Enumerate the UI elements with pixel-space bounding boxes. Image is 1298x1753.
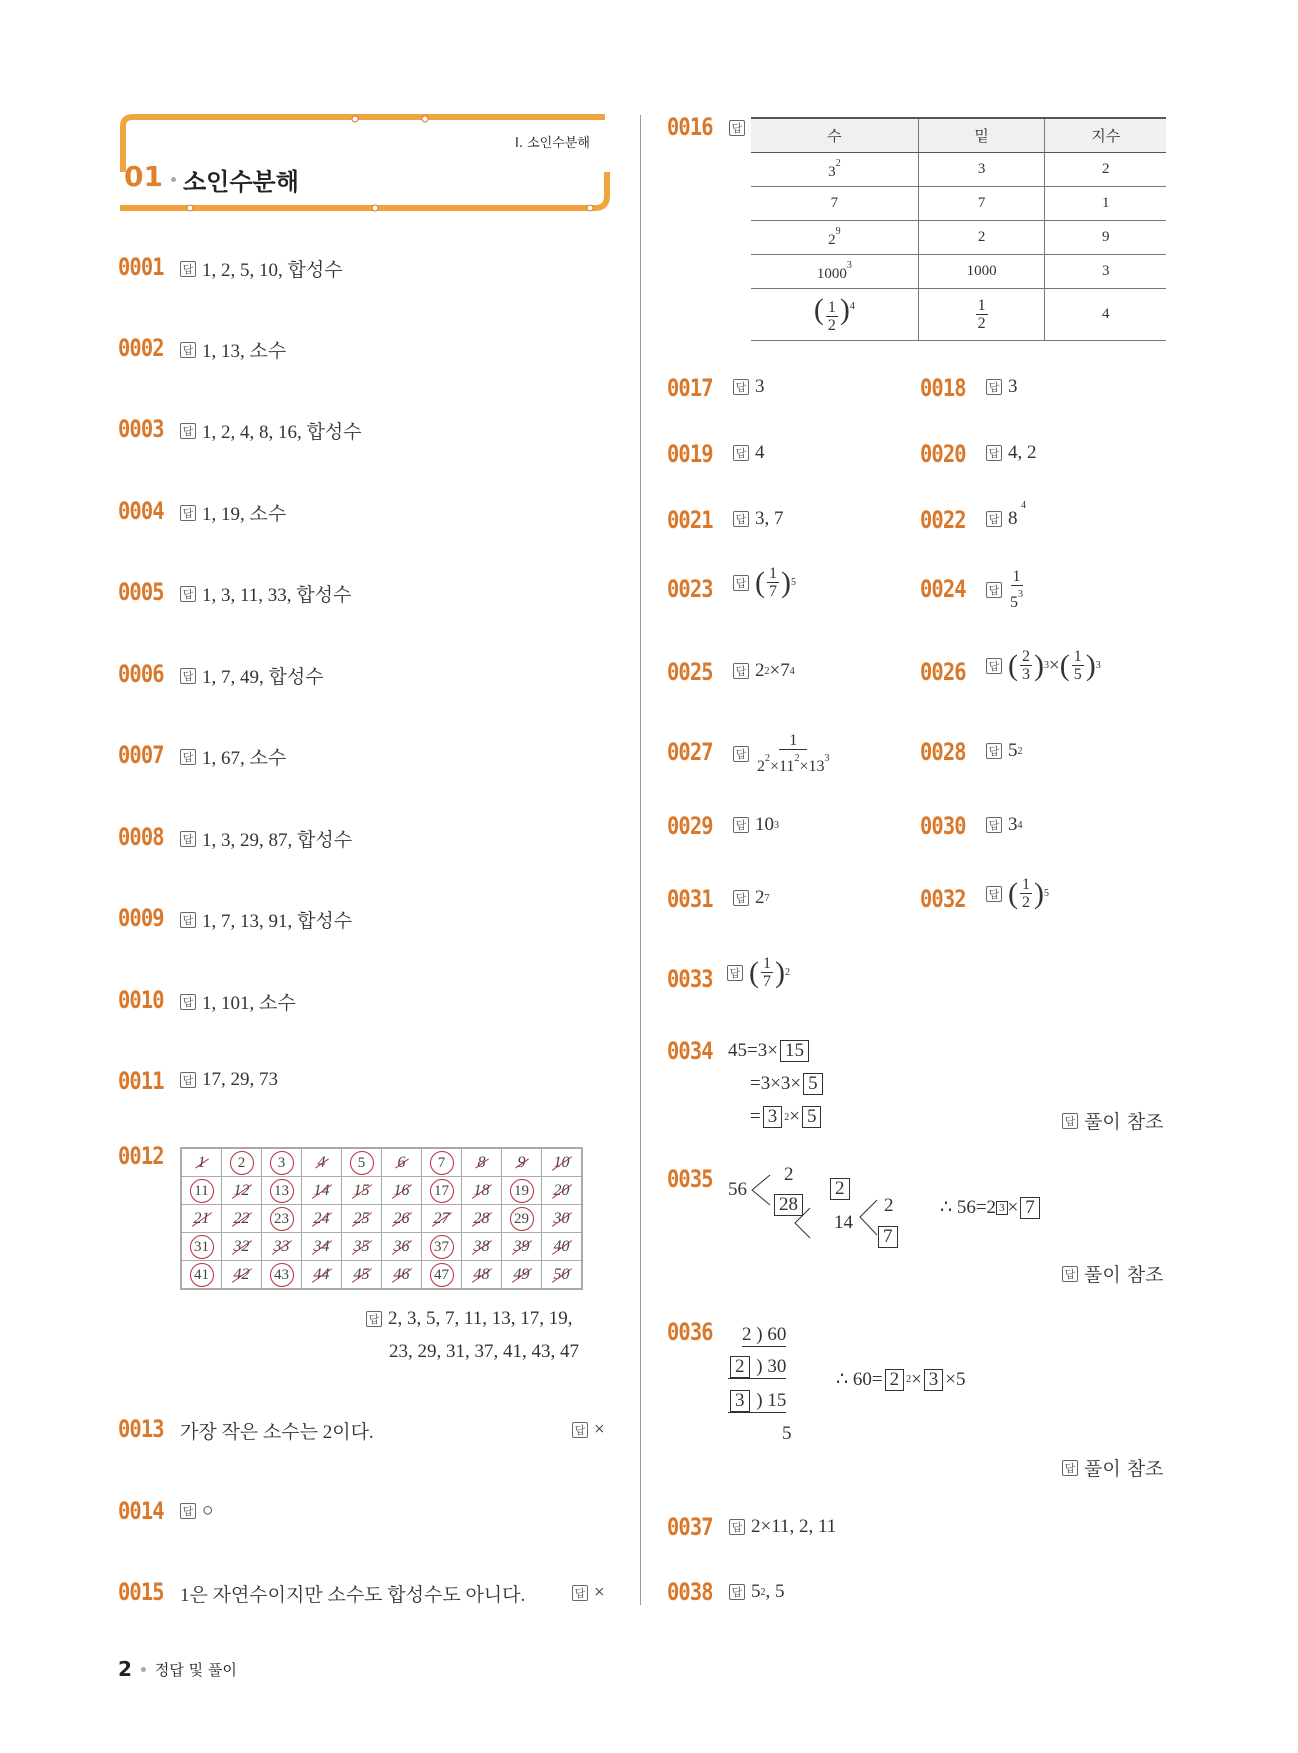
problem-number: 0002: [118, 334, 164, 362]
answer-text: 1, 7, 49, 합성수: [202, 667, 324, 688]
problem-number: 0022: [920, 506, 966, 534]
problem-number: 0016: [667, 113, 713, 141]
answer-0005: [180, 580, 351, 607]
chapter-label: I. 소인수분해: [515, 136, 590, 151]
problem-number: 0024: [920, 575, 966, 603]
answer-0001: [180, 255, 343, 282]
answer-mark-icon: 답: [180, 505, 196, 521]
problem-number: 0034: [667, 1037, 713, 1065]
problem-number: 0013: [118, 1415, 164, 1443]
answer-0011: [180, 1069, 278, 1091]
sieve-cell: 12: [222, 1177, 262, 1205]
tree-root: 56: [728, 1179, 747, 1200]
problem-number: 0003: [118, 415, 164, 443]
tree-node: 14: [834, 1212, 853, 1233]
conclusion: ∴ 56=2 3 × 7: [940, 1196, 1042, 1219]
sieve-cell: 28: [462, 1205, 502, 1233]
answer-text: 1, 7, 13, 91, 합성수: [202, 911, 353, 932]
sieve-cell: 32: [222, 1233, 262, 1261]
answer-0017: [733, 376, 765, 398]
sieve-row: [181, 1205, 582, 1233]
sieve-cell: 36: [382, 1233, 422, 1261]
answer-mark-icon: 답: [180, 1503, 196, 1519]
problem-number: 0037: [667, 1513, 713, 1541]
answer-text: 1, 3, 11, 33, 합성수: [202, 585, 352, 606]
answer-0030: 답 3 4: [986, 814, 1023, 836]
sieve-cell: 13: [262, 1177, 302, 1205]
answer-mark-icon: 답: [180, 831, 196, 847]
sieve-cell: 27: [422, 1205, 462, 1233]
answer-0002: [180, 336, 286, 363]
answer-mark-icon: 답: [986, 379, 1002, 395]
calc-line: 45=3× 15: [728, 1040, 811, 1062]
answer-text: 3: [755, 376, 765, 397]
section-title: 소인수분해: [183, 168, 299, 196]
problem-number: 0021: [667, 506, 713, 534]
sieve-cell: 6: [382, 1148, 422, 1177]
answer-0008: [180, 825, 352, 852]
answer-mark-icon: 답: [572, 1585, 588, 1601]
sieve-cell: 41: [181, 1261, 222, 1290]
sieve-cell: 19: [502, 1177, 542, 1205]
answer-0013: [572, 1419, 605, 1441]
answer-mark-icon: 답: [180, 912, 196, 928]
sieve-cell: 20: [542, 1177, 583, 1205]
answer-0004: [180, 499, 286, 526]
footer-label: 정답 및 풀이: [154, 1660, 237, 1679]
sieve-row: [181, 1177, 582, 1205]
problem-number: 0019: [667, 440, 713, 468]
problem-number: 0035: [667, 1165, 713, 1193]
sieve-cell: 4: [302, 1148, 342, 1177]
answer-mark-icon: 답: [733, 746, 749, 762]
sieve-row: [181, 1148, 582, 1177]
calc-line: =3×3× 5: [750, 1073, 825, 1095]
answer-text: ○: [202, 1500, 214, 1521]
table-row: ( $\frac{1}{2}$ )$^4$ $\frac{1}{2}$ 4: [751, 289, 1166, 341]
sieve-cell: 39: [502, 1233, 542, 1261]
answer-text: 4, 2: [1008, 442, 1037, 463]
problem-number: 0007: [118, 741, 164, 769]
sieve-cell: 17: [422, 1177, 462, 1205]
answer-mark-icon: 답: [986, 886, 1002, 902]
answer-0032: 답 ( $\frac{1}{2}$ ) 5: [986, 876, 1049, 911]
sieve-cell: 26: [382, 1205, 422, 1233]
answer-mark-icon: 답: [180, 423, 196, 439]
section-dot: [171, 177, 176, 182]
problem-number: 0020: [920, 440, 966, 468]
problem-number: 0028: [920, 738, 966, 766]
sieve-row: [181, 1233, 582, 1261]
problem-number: 0025: [667, 658, 713, 686]
page-number: 2: [118, 1657, 132, 1681]
answer-text: 4: [755, 442, 765, 463]
table-header: 밑: [918, 118, 1045, 153]
sieve-cell: 22: [222, 1205, 262, 1233]
answer-text: ×: [594, 1582, 605, 1603]
answer-0025: 답 2 2 ×7 4: [733, 660, 795, 682]
answer-mark-icon: 답: [180, 668, 196, 684]
answer-0020: [986, 442, 1037, 464]
sieve-cell: 8: [462, 1148, 502, 1177]
answer-text: 8: [1008, 508, 1018, 529]
exponent: 4: [1021, 500, 1026, 511]
table-header: 지수: [1045, 118, 1166, 153]
sieve-table: [180, 1147, 583, 1290]
answer-mark-icon: 답: [729, 1584, 745, 1600]
solution-reference: 답 풀이 참조: [1062, 1260, 1163, 1287]
sieve-cell: 46: [382, 1261, 422, 1290]
section-number: 01: [124, 160, 163, 193]
sieve-cell: 37: [422, 1233, 462, 1261]
exponent-table: [751, 117, 1166, 341]
answer-mark-icon: 답: [366, 1311, 382, 1327]
answer-mark-icon: 답: [729, 120, 745, 136]
sieve-cell: 5: [342, 1148, 382, 1177]
table-row: $3^2$ 3 2: [751, 153, 1166, 187]
sieve-cell: 24: [302, 1205, 342, 1233]
answer-mark-icon: 답: [180, 1072, 196, 1088]
answer-text: 2, 3, 5, 7, 11, 13, 17, 19,: [388, 1308, 573, 1329]
answer-mark-icon: 답: [733, 445, 749, 461]
problem-number: 0009: [118, 904, 164, 932]
problem-number: 0001: [118, 253, 164, 281]
problem-number: 0012: [118, 1142, 164, 1170]
answer-mark-icon: 답: [733, 575, 749, 591]
table-row: 1000$^3$ 1000 3: [751, 255, 1166, 289]
problem-number: 0017: [667, 374, 713, 402]
problem-number: 0038: [667, 1578, 713, 1606]
problem-number: 0023: [667, 575, 713, 603]
answer-0026: 답 ( $\frac{2}{3}$ ) 3 × ( $\frac{1}{5}$ ) 3: [986, 648, 1101, 683]
answer-0009: [180, 906, 352, 933]
calc-line: = 3 2 × 5: [750, 1106, 823, 1128]
division-line: 2 ) 30: [728, 1356, 786, 1379]
sieve-cell: 34: [302, 1233, 342, 1261]
answer-0021: [733, 508, 784, 530]
problem-number: 0029: [667, 812, 713, 840]
answer-text: 1, 19, 소수: [202, 504, 287, 525]
answer-text: 3, 7: [755, 508, 784, 529]
answer-0010: [180, 988, 296, 1015]
sieve-cell: 50: [542, 1261, 583, 1290]
problem-number: 0004: [118, 497, 164, 525]
answer-0033: 답 ( $\frac{1}{7}$ ) 2: [727, 955, 790, 990]
sieve-cell: 23: [262, 1205, 302, 1233]
sieve-cell: 9: [502, 1148, 542, 1177]
tree-node: 7: [876, 1226, 900, 1248]
answer-0014: [180, 1500, 213, 1522]
answer-0027: 답 $\frac{1}{2^2\times 11^2\times 13^3}$: [733, 732, 831, 775]
problem-number: 0031: [667, 885, 713, 913]
sieve-cell: 40: [542, 1233, 583, 1261]
problem-number: 0010: [118, 986, 164, 1014]
answer-mark-icon: 답: [729, 1519, 745, 1535]
problem-number: 0006: [118, 660, 164, 688]
answer-text: 1, 101, 소수: [202, 993, 296, 1014]
sieve-cell: 21: [181, 1205, 222, 1233]
answer-0024: 답 $\frac{1}{5^3}$: [986, 568, 1025, 611]
table-row: 7 7 1: [751, 187, 1166, 221]
answer-text: 3: [1008, 376, 1018, 397]
answer-0015: [572, 1582, 605, 1604]
sieve-cell: 42: [222, 1261, 262, 1290]
sieve-cell: 49: [502, 1261, 542, 1290]
sieve-cell: 38: [462, 1233, 502, 1261]
answer-text: ×: [594, 1419, 605, 1440]
answer-0007: [180, 743, 286, 770]
answer-0022: [986, 508, 1018, 530]
answer-text: 1, 67, 소수: [202, 748, 287, 769]
answer-mark-icon: 답: [180, 342, 196, 358]
tree-node: 2: [828, 1178, 852, 1200]
answer-0003: [180, 417, 362, 444]
statement-0015: 1은 자연수이지만 소수도 합성수도 아니다.: [180, 1585, 526, 1606]
sieve-cell: 43: [262, 1261, 302, 1290]
answer-mark-icon: 답: [733, 663, 749, 679]
sieve-cell: 47: [422, 1261, 462, 1290]
tree-node: 2: [884, 1195, 894, 1216]
division-line: 5: [782, 1423, 792, 1444]
answer-mark-icon: 답: [733, 511, 749, 527]
statement-0013: 가장 작은 소수는 2이다.: [180, 1422, 374, 1443]
problem-number: 0005: [118, 578, 164, 606]
answer-mark-icon: 답: [986, 817, 1002, 833]
answer-mark-icon: 답: [733, 817, 749, 833]
sieve-cell: 2: [222, 1148, 262, 1177]
solution-reference: 답 풀이 참조: [1062, 1454, 1163, 1481]
answer-0012-line2: 23, 29, 31, 37, 41, 43, 47: [389, 1341, 579, 1362]
answer-0038: 답 5 2 , 5: [729, 1581, 785, 1603]
problem-number: 0032: [920, 885, 966, 913]
problem-number: 0030: [920, 812, 966, 840]
answer-0012-line1: [366, 1308, 573, 1330]
sieve-row: [181, 1261, 582, 1290]
sieve-cell: 48: [462, 1261, 502, 1290]
answer-mark-icon: 답: [1062, 1460, 1078, 1476]
sieve-cell: 45: [342, 1261, 382, 1290]
sieve-cell: 29: [502, 1205, 542, 1233]
answer-0006: [180, 662, 324, 689]
sieve-cell: 16: [382, 1177, 422, 1205]
problem-number: 0033: [667, 965, 713, 993]
problem-number: 0008: [118, 823, 164, 851]
answer-0019: [733, 442, 765, 464]
answer-mark-icon: 답: [180, 261, 196, 277]
conclusion: ∴ 60= 2 2 × 3 ×5: [836, 1368, 966, 1390]
answer-mark-icon: 답: [986, 445, 1002, 461]
table-row: $2^9$ 2 9: [751, 221, 1166, 255]
sieve-cell: 33: [262, 1233, 302, 1261]
answer-0029: 답 10 3: [733, 814, 779, 836]
answer-mark-icon: 답: [1062, 1266, 1078, 1282]
answer-0031: 답 2 7: [733, 887, 770, 909]
answer-0028: 답 5 2: [986, 740, 1023, 762]
answer-text: 1, 2, 5, 10, 합성수: [202, 260, 343, 281]
answer-text: 1, 3, 29, 87, 합성수: [202, 830, 353, 851]
division-line: 3 ) 15: [728, 1390, 786, 1413]
table-header: 수: [751, 118, 918, 153]
answer-mark-icon: 답: [986, 743, 1002, 759]
answer-mark-icon: 답: [733, 890, 749, 906]
problem-number: 0011: [118, 1067, 164, 1095]
sieve-cell: 14: [302, 1177, 342, 1205]
sieve-cell: 11: [181, 1177, 222, 1205]
answer-text: 1, 2, 4, 8, 16, 합성수: [202, 422, 362, 443]
answer-mark-icon: 답: [727, 965, 743, 981]
sieve-cell: 25: [342, 1205, 382, 1233]
answer-mark-icon: 답: [572, 1422, 588, 1438]
answer-mark-icon: 답: [733, 379, 749, 395]
sieve-cell: 30: [542, 1205, 583, 1233]
answer-mark-icon: 답: [986, 511, 1002, 527]
footer-dot: [141, 1667, 146, 1672]
division-line: 2 ) 60: [742, 1324, 787, 1345]
problem-number: 0027: [667, 738, 713, 766]
answer-text: 17, 29, 73: [202, 1069, 278, 1090]
sieve-cell: 35: [342, 1233, 382, 1261]
sieve-cell: 10: [542, 1148, 583, 1177]
sieve-cell: 1: [181, 1148, 222, 1177]
answer-mark-icon: 답: [180, 994, 196, 1010]
sieve-cell: 31: [181, 1233, 222, 1261]
answer-0037: 답 2×11, 2, 11: [729, 1516, 836, 1538]
problem-number: 0026: [920, 658, 966, 686]
column-divider: [640, 115, 641, 1605]
sieve-cell: 7: [422, 1148, 462, 1177]
answer-text: 1, 13, 소수: [202, 341, 287, 362]
page-footer: [118, 1657, 237, 1681]
sieve-cell: 15: [342, 1177, 382, 1205]
answer-mark-icon: 답: [986, 582, 1002, 598]
sieve-cell: 44: [302, 1261, 342, 1290]
answer-0023: 답 ( $\frac{1}{7}$ ) 5: [733, 565, 796, 600]
problem-number: 0014: [118, 1497, 164, 1525]
problem-number: 0036: [667, 1318, 713, 1346]
answer-mark-icon: 답: [180, 586, 196, 602]
answer-0018: [986, 376, 1018, 398]
sieve-cell: 18: [462, 1177, 502, 1205]
problem-number: 0018: [920, 374, 966, 402]
answer-mark-icon: 답: [986, 658, 1002, 674]
problem-number: 0015: [118, 1578, 164, 1606]
solution-reference: 답 풀이 참조: [1062, 1107, 1163, 1134]
answer-mark-icon: 답: [1062, 1113, 1078, 1129]
tree-node: 28: [772, 1194, 805, 1216]
tree-node: 2: [784, 1164, 794, 1185]
sieve-cell: 3: [262, 1148, 302, 1177]
answer-mark-icon: 답: [180, 749, 196, 765]
